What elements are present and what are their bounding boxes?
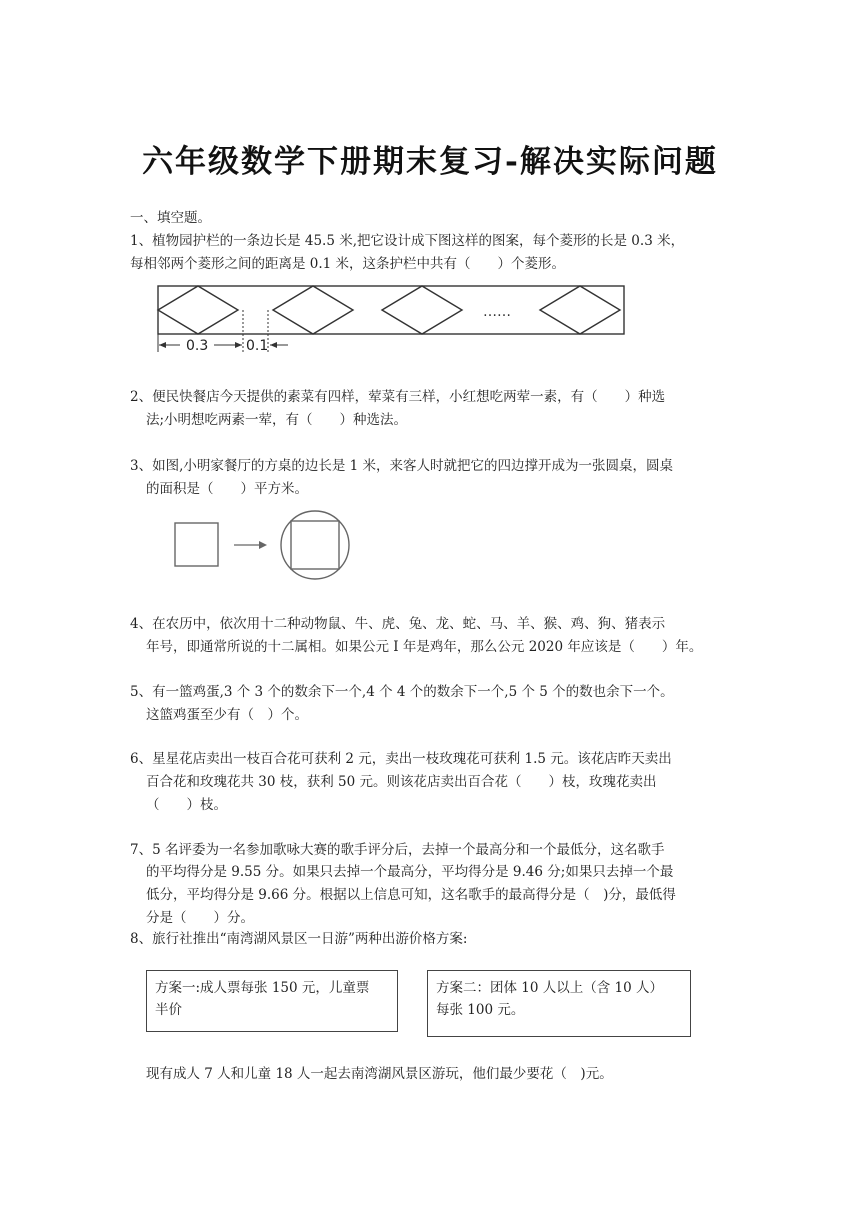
q1-fence-figure bbox=[150, 280, 630, 362]
q7-text-line1: 7、5 名评委为一名参加歌咏大赛的歌手评分后，去掉一个最高分和一个最低分，这名歌手 bbox=[130, 842, 665, 858]
q2-text-line1: 2、便民快餐店今天提供的素菜有四样，荤菜有三样，小红想吃两荤一素，有（ ）种选 bbox=[130, 389, 666, 405]
q1-text-line2: 每相邻两个菱形之间的距离是 0.1 米，这条护栏中共有（ ）个菱形。 bbox=[130, 256, 566, 272]
q7-text-line4: 分是（ ）分。 bbox=[146, 910, 254, 926]
q8-question: 现有成人 7 人和儿童 18 人一起去南湾湖风景区游玩，他们最少要花（ )元。 bbox=[146, 1066, 613, 1082]
q2-text-line2: 法;小明想吃两素一荤，有（ ）种选法。 bbox=[146, 412, 408, 428]
rhombus-1 bbox=[158, 286, 238, 334]
plan-one-line2: 半价 bbox=[155, 1002, 182, 1018]
q6-text-line2: 百合花和玫瑰花共 30 枝，获利 50 元。则该花店卖出百合花（ ）枝，玫瑰花卖出 bbox=[146, 774, 657, 790]
label-0-3: 0.3 bbox=[186, 338, 209, 354]
rhombus-3 bbox=[382, 286, 462, 334]
q5-text-line1: 5、有一篮鸡蛋,3 个 3 个的数余下一个,4 个 4 个的数余下一个,5 个 5 个的数也余下一个。 bbox=[130, 684, 674, 700]
ellipsis-dots: …… bbox=[483, 304, 511, 320]
q3-table-figure bbox=[170, 510, 360, 590]
q5-text-line2: 这篮鸡蛋至少有（ ）个。 bbox=[146, 707, 308, 723]
plan-two-line1: 方案二：团体 10 人以上（含 10 人） bbox=[436, 980, 664, 996]
q7-text-line2: 的平均得分是 9.55 分。如果只去掉一个最高分，平均得分是 9.46 分;如果只去掉一个最 bbox=[146, 864, 674, 880]
q1-text-line1: 1、植物园护栏的一条边长是 45.5 米,把它设计成下图这样的图案，每个菱形的长是 0.3 米， bbox=[130, 233, 685, 249]
plan-two-line2: 每张 100 元。 bbox=[436, 1002, 525, 1018]
rhombus-2 bbox=[273, 286, 353, 334]
q6-text-line3: （ ）枝。 bbox=[146, 797, 227, 813]
q4-text-line2: 年号，即通常所说的十二属相。如果公元 I 年是鸡年，那么公元 2020 年应该是（ ）年。 bbox=[146, 639, 703, 655]
q3-text-line2: 的面积是（ ）平方米。 bbox=[146, 481, 308, 497]
q4-text-line1: 4、在农历中，依次用十二种动物鼠、牛、虎、兔、龙、蛇、马、羊、猴、鸡、狗、猪表示 bbox=[130, 616, 666, 632]
q3-text-line1: 3、如图,小明家餐厅的方桌的边长是 1 米，来客人时就把它的四边撑开成为一张圆桌，圆桌 bbox=[130, 458, 674, 474]
square-table bbox=[175, 523, 218, 566]
plan-two-box bbox=[427, 970, 691, 1037]
q6-text-line1: 6、星星花店卖出一枝百合花可获利 2 元，卖出一枝玫瑰花可获利 1.5 元。该花店昨天卖出 bbox=[130, 751, 672, 767]
q8-text-line1: 8、旅行社推出“南湾湖风景区一日游”两种出游价格方案: bbox=[130, 931, 468, 947]
page-title: 六年级数学下册期末复习-解决实际问题 bbox=[142, 144, 718, 180]
label-0-1: 0.1 bbox=[246, 338, 269, 354]
section-heading: 一、填空题。 bbox=[130, 210, 211, 226]
rhombus-4 bbox=[540, 286, 620, 334]
q7-text-line3: 低分，平均得分是 9.66 分。根据以上信息可知，这名歌手的最高得分是（ )分，最低得 bbox=[146, 887, 676, 903]
plan-one-line1: 方案一:成人票每张 150 元，儿童票 bbox=[155, 980, 370, 996]
plan-one-box bbox=[146, 970, 398, 1032]
